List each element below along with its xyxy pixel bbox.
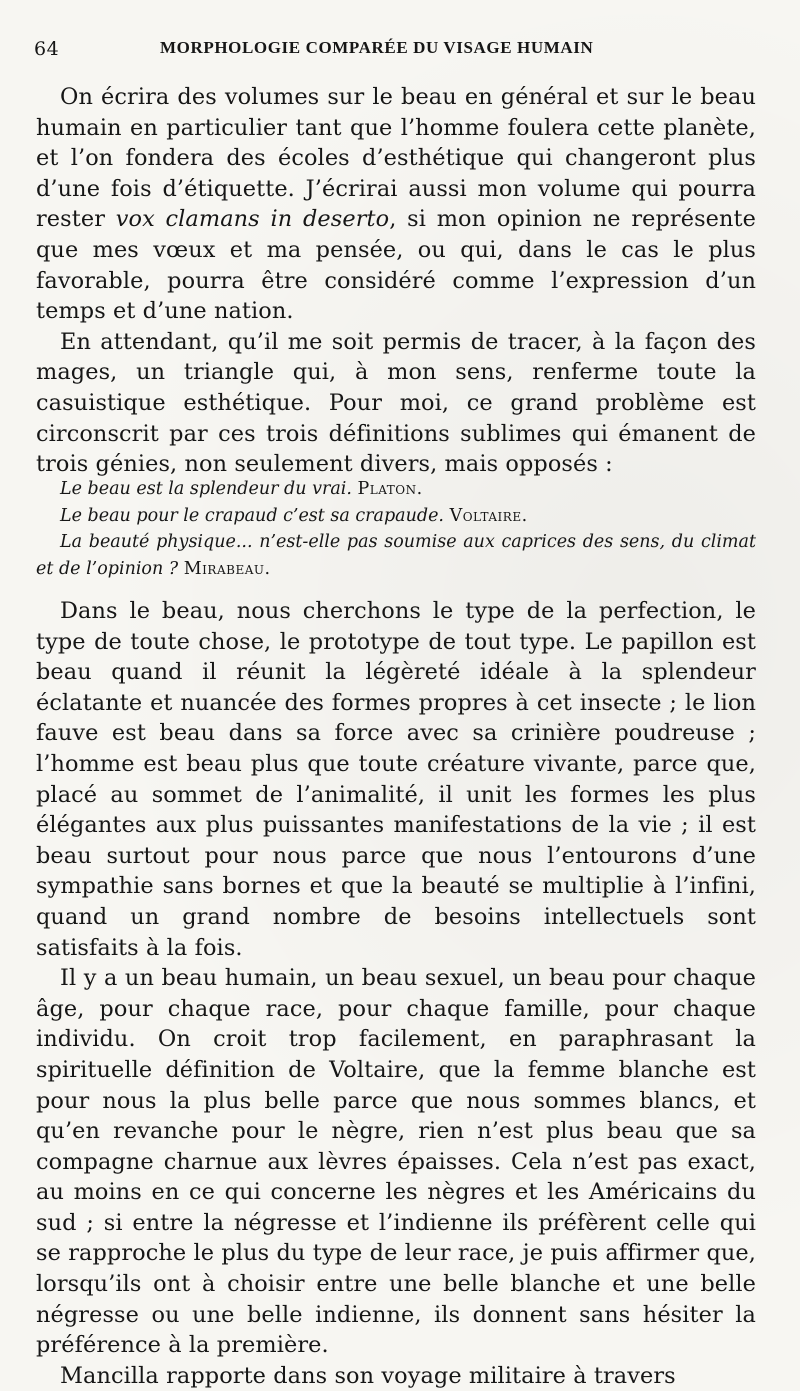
paragraph-3: Dans le beau, nous cherchons le type de la perfection, le type de toute chose, le prototype de tout type. Le papillon est beau quand il réunit la légèreté idéale à la splendeur éclatante et nuancée des formes propres à cet insecte ; le lion fauve est beau dans sa force avec sa crinière poudreuse ; l’homme est beau plus que toute créature vivante, parce que, placé au sommet de l’animalité, il unit les formes les plus élégantes aux plus puissantes manifestations de la vie ; il est beau surtout pour nous parce que nous l’entourons d’une sympathie sans bornes et que la beauté se multiplie à l’infini, quand un grand nombre de besoins intellectuels sont satisfaits à la fois. (36, 598, 756, 961)
quote-voltaire (36, 503, 756, 530)
page-number: 64 (34, 38, 60, 60)
paragraph-5: Mancilla rapporte dans son voyage militaire à travers (60, 1362, 676, 1389)
quote-text: Le beau pour le crapaud c’est sa crapaude. (60, 505, 444, 526)
quotations (36, 476, 756, 582)
paragraph-1-text-a: On écrira des volumes sur le beau en général et sur le beau humain en particulier tant que l’homme foulera cette planète, et l’on fondera des écoles d’esthétique qui changeront plus d’une fois d’étiquette. J’écrirai aussi mon volume qui pourra rester (36, 84, 756, 233)
text-block-bottom (36, 596, 756, 1391)
quote-author: Platon. (357, 479, 423, 499)
paragraph-1-text-b: , si mon opinion ne représente que mes vœux et ma pensée, ou qui, dans le cas le plus favorable, pourra être considéré comme l’expression d’un temps et d’une nation. (36, 206, 756, 325)
quote-author: Mirabeau. (183, 558, 271, 579)
running-title: MORPHOLOGIE COMPARÉE DU VISAGE HUMAIN (160, 38, 594, 57)
paragraph-4: Il y a un beau humain, un beau sexuel, un beau pour chaque âge, pour chaque race, pour chaque famille, pour chaque individu. On croit trop facilement, en paraphrasant la spirituelle définition de Voltaire, que la femme blanche est pour nous la plus belle parce que nous sommes blancs, et qu’en revanche pour le nègre, rien n’est plus beau que sa compagne charnue aux lèvres épaisses. Cela n’est pas exact, au moins en ce qui concerne les nègres et les Américains du sud ; si entre la négresse et l’indienne ils préfèrent celle qui se rapproche le plus du type de leur race, je puis affirmer que, lorsqu’ils ont à choisir entre une belle blanche et une belle négresse ou une belle indienne, ils donnent sans hésiter la préférence à la première. (36, 965, 756, 1359)
quote-text: La beauté physique... n’est-elle pas soumise aux caprices des sens, du climat et de l’opinion ? (36, 532, 756, 579)
paragraph-1-italic: vox clamans in deserto (115, 206, 390, 233)
running-head (34, 38, 734, 68)
quote-platon (36, 476, 756, 503)
paragraph-2: En attendant, qu’il me soit permis de tracer, à la façon des mages, un triangle qui, à mon sens, renferme toute la casuistique esthétique. Pour moi, ce grand problème est circonscrit par ces trois définitions sublimes qui émanent de trois génies, non seulement divers, mais opposés : (36, 328, 756, 478)
paragraph-1 (36, 82, 756, 327)
quote-text: Le beau est la splendeur du vrai. (60, 479, 352, 499)
quote-author: Voltaire. (449, 505, 528, 526)
text-block-top (36, 82, 756, 480)
quote-mirabeau (36, 529, 756, 582)
